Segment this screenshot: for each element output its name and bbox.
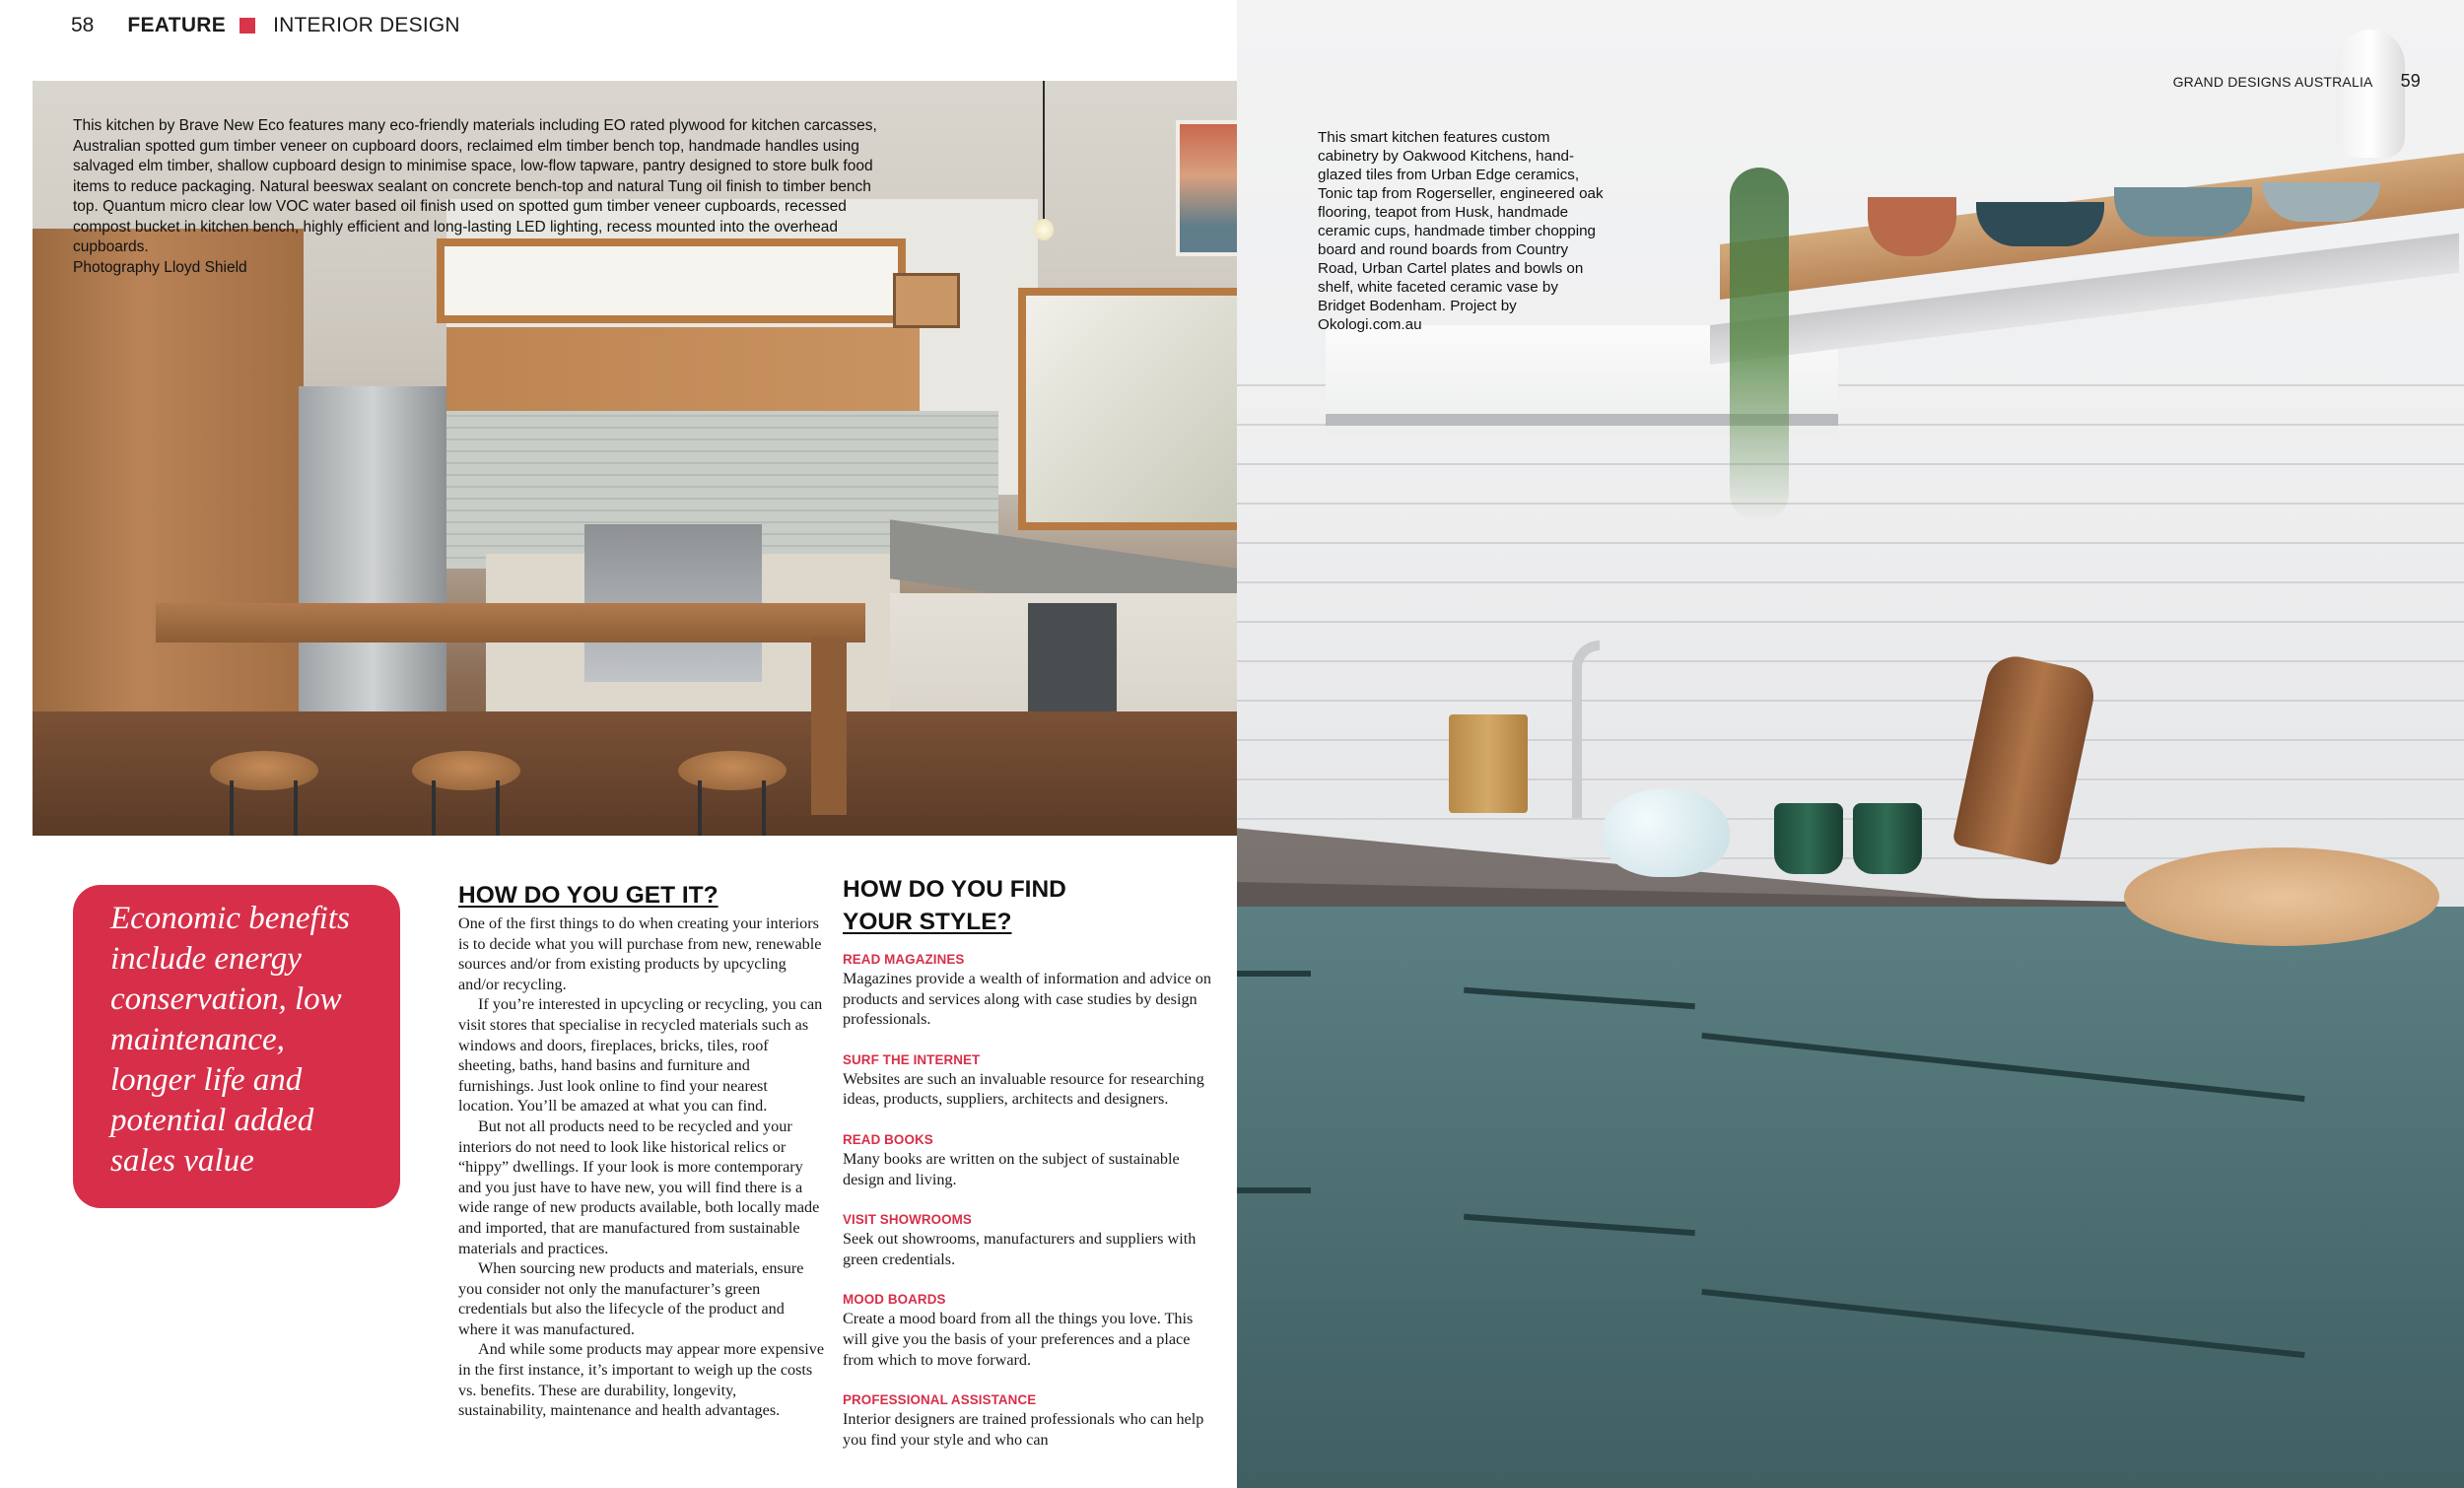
- hanging-plant: [1730, 168, 1789, 522]
- photo-credit: Photography Lloyd Shield: [73, 258, 247, 276]
- photo-caption-right: This smart kitchen features custom cabinetry by Oakwood Kitchens, hand-glazed tiles from Urban Edge ceramics, Tonic tap from Rogerseller, engineered oak flooring, teapot from Husk, handmade ceramic cups, handmade timber chopping board and round boards from Country Road, Urban Cartel plates and bowls on shelf, white faceted ceramic vase by Bridget Bodenham. Project by Okologi.com.au: [1318, 129, 1604, 333]
- fridge: [299, 386, 446, 711]
- page-header-right: [2173, 71, 2421, 92]
- tip-body: Create a mood board from all the things you love. This will give you the basis of your preferences and a place from which to move forward.: [843, 1310, 1194, 1369]
- pull-quote-box: [73, 885, 400, 1208]
- ceramic-cup: [1853, 803, 1922, 874]
- subway-tile-wall: [1237, 384, 2464, 897]
- ceramic-vase: [2336, 30, 2405, 158]
- tip-body: Seek out showrooms, manufacturers and suppliers with green credentials.: [843, 1230, 1197, 1268]
- tip-body: Interior designers are trained professionals who can help you find your style and who can: [843, 1410, 1204, 1449]
- page-header-left: [71, 14, 460, 37]
- paragraph: One of the first things to do when creating your interiors is to decide what you will purchase from new, renewable sources and/or from existing products by upcycling and/or recycling.: [458, 914, 822, 993]
- tip-body: Magazines provide a wealth of information and advice on products and services along with case studies by design professionals.: [843, 970, 1211, 1029]
- tip-title: VISIT SHOWROOMS: [843, 1212, 972, 1228]
- tip-title: SURF THE INTERNET: [843, 1051, 981, 1067]
- bowls-on-shelf: [1868, 158, 2420, 266]
- caption-text: This kitchen by Brave New Eco features many eco-friendly materials including EO rated plywood for kitchen carcasses, Australian spotted gum timber veneer on cupboard doors, reclaimed elm timber bench top, handmade handles using salvaged elm timber, shallow cupboard design to minimise space, low-flow tapware, pantry designed to store bulk food items to reduce packaging. Natural beeswax sealant on concrete bench-top and natural Tung oil finish to timber bench top. Quantum micro clear low VOC water based oil finish used on spotted gum timber veneer cupboards, recessed compost bucket in kitchen bench, highly efficient and long-lasting LED lighting, recess mounted into the overhead cupboards.: [73, 117, 877, 255]
- timber-bench-table: [156, 603, 865, 643]
- tip-body: Many books are written on the subject of sustainable design and living.: [843, 1149, 1180, 1188]
- publication-name: GRAND DESIGNS AUSTRALIA: [2172, 73, 2373, 90]
- stool: [210, 751, 318, 790]
- paragraph: But not all products need to be recycled and your interiors do not need to look like historical relics or “hippy” dwellings. If your look is more contemporary and you just have to have new, you will find there is a wide range of new products available, both locally made and imported, that are manufactured from sustainable materials and practices.: [458, 1116, 820, 1257]
- photo-caption-left: [73, 116, 901, 278]
- category-label: FEATURE: [127, 14, 227, 36]
- utensil-crock: [1449, 714, 1528, 813]
- paragraph: And while some products may appear more expensive in the first instance, it’s important to weigh up the costs vs. benefits. These are durability, longevity, sustainability, maintenance and health advantages.: [458, 1340, 825, 1420]
- tip-body: Websites are such an invaluable resource for researching ideas, products, suppliers, architects and designers.: [843, 1069, 1204, 1109]
- stool: [678, 751, 787, 790]
- tip-title: PROFESSIONAL ASSISTANCE: [843, 1392, 1037, 1408]
- pendant-light: [1034, 219, 1054, 240]
- tip-title: MOOD BOARDS: [843, 1292, 946, 1308]
- page-number-left: 58: [71, 14, 95, 36]
- paragraph: When sourcing new products and materials, ensure you consider not only the manufacturer’s green credentials but also the lifecycle of the product and where it was manufactured.: [458, 1259, 804, 1338]
- round-boards: [2124, 847, 2439, 946]
- pull-quote-text: Economic benefits include energy conservation, low maintenance, longer life and potential added sales value: [110, 901, 350, 1179]
- teal-cabinets: [1237, 907, 2464, 1488]
- ceramic-cup: [1774, 803, 1843, 874]
- wall-artwork: [1176, 120, 1237, 256]
- right-page: [1237, 0, 2464, 1488]
- teapot: [1602, 788, 1730, 877]
- article-column-2: [843, 873, 1217, 1450]
- wall-clock: [893, 273, 960, 328]
- tip-title: READ BOOKS: [843, 1131, 933, 1147]
- red-square-marker: [240, 18, 255, 34]
- stool: [412, 751, 520, 790]
- tap: [1572, 641, 1600, 818]
- article-column-1: [458, 879, 825, 1421]
- page-number-right: 59: [2400, 71, 2421, 91]
- heading-how-do-you-get-it: HOW DO YOU GET IT?: [458, 882, 719, 909]
- window: [1018, 288, 1237, 530]
- heading-how-do-you-find-your-style: HOW DO YOU FIND YOUR STYLE?: [843, 876, 1066, 935]
- section-label: INTERIOR DESIGN: [273, 14, 460, 36]
- paragraph: If you’re interested in upcycling or recycling, you can visit stores that specialise in recycled materials such as windows and doors, fireplaces, bricks, tiles, roof sheeting, baths, hand basins and furniture and furnishings. Just look online to find your nearest location. You’ll be amazed at what you can find.: [458, 995, 823, 1116]
- tip-title: READ MAGAZINES: [843, 952, 965, 967]
